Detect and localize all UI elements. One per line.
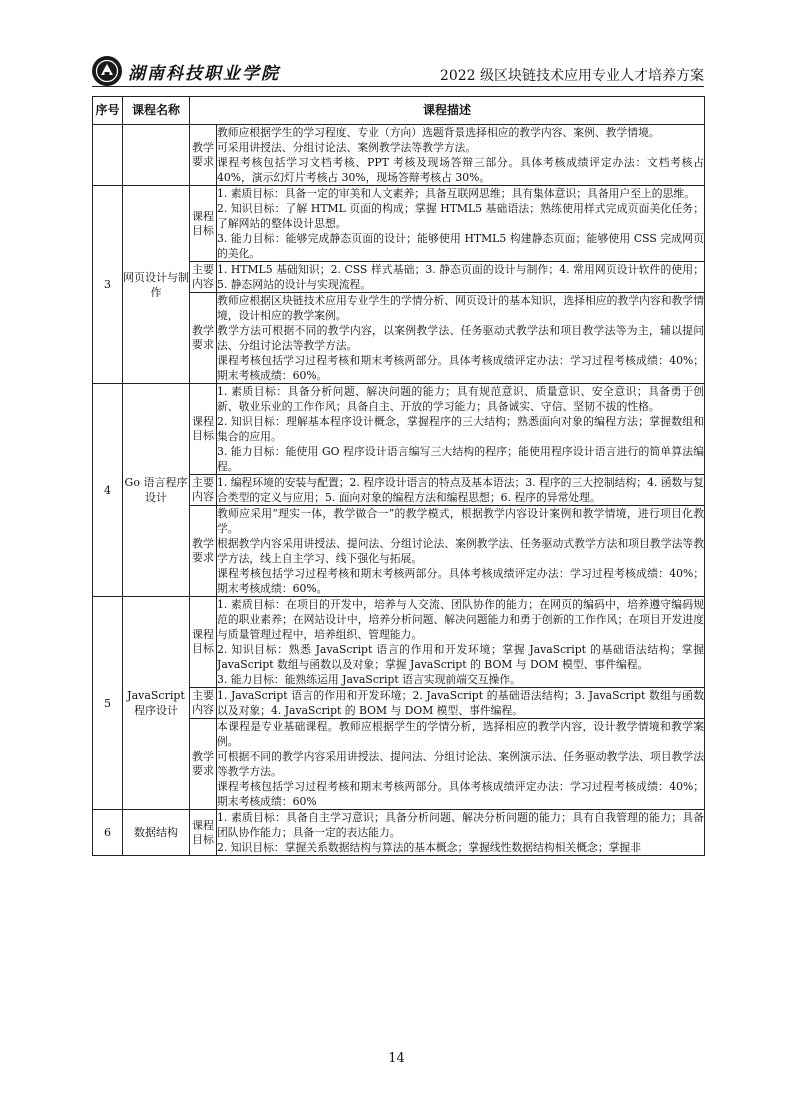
section-label: 课程目标 — [190, 384, 217, 475]
header-seq: 序号 — [93, 97, 123, 125]
desc-line: 1. 素质目标：具备一定的审美和人文素养；具备互联网思维；具有集体意识；具备用户至上的思维。 — [217, 187, 695, 200]
section-label: 课程目标 — [190, 810, 217, 856]
table-row — [93, 384, 705, 475]
course-num: 3 — [93, 186, 123, 384]
section-desc — [217, 719, 705, 810]
page-number: 14 — [388, 1051, 405, 1066]
header-divider — [92, 86, 704, 87]
desc-line: 课程考核包括学习过程考核和期末考核两部分。具体考核成绩评定办法：学习过程考核成绩：40%；期末考核成绩：60%。 — [217, 354, 705, 382]
desc-line: 课程考核包括学习文档考核、PPT 考核及现场答辩三部分。具体考核成绩评定办法：文档考核占 40%，演示幻灯片考核占 30%，现场答辩考核占 30%。 — [217, 156, 705, 184]
course-num: 4 — [93, 384, 123, 597]
section-label: 教学要求 — [190, 293, 217, 384]
course-name: JavaScript 程序设计 — [123, 597, 190, 810]
desc-line: 1. JavaScript 语言的作用和开发环境；2. JavaScript 的基础语法结构；3. JavaScript 数组与函数以及对象；4. JavaScript 的 BOM 与 DOM 模型、事件编程。 — [217, 689, 705, 717]
school-logo — [92, 56, 280, 86]
section-label: 课程目标 — [190, 186, 217, 262]
document-title: 2022 级区块链技术应用专业人才培养方案 — [439, 68, 704, 84]
desc-line: 可根据不同的教学内容采用讲授法、提问法、分组讨论法、案例演示法、任务驱动教学法、项目教学法等教学方法。 — [217, 750, 705, 778]
desc-line: 1. HTML5 基础知识；2. CSS 样式基础；3. 静态页面的设计与制作；4. 常用网页设计软件的使用；5. 静态网站的设计与实现流程。 — [217, 263, 705, 291]
desc-line: 教师应根据学生的学习程度、专业（方向）选题背景选择相应的教学内容、案例、教学情境。 — [217, 126, 660, 139]
desc-line: 本课程是专业基础课程。教师应根据学生的学情分析，选择相应的教学内容，设计教学情境和教学案例。 — [217, 720, 705, 748]
section-label: 课程目标 — [190, 597, 217, 688]
course-table — [92, 96, 705, 856]
section-label: 教学要求 — [190, 125, 217, 186]
table-row — [93, 125, 705, 186]
section-desc — [217, 688, 705, 719]
table-row — [93, 597, 705, 688]
section-label: 主要内容 — [190, 475, 217, 506]
section-desc — [217, 384, 705, 475]
section-desc — [217, 810, 705, 856]
desc-line: 1. 素质目标：具备自主学习意识；具备分析问题、解决分析问题的能力；具有自我管理的能力；具备团队协作能力；具备一定的表达能力。 — [217, 811, 705, 839]
desc-line: 教师应根据区块链技术应用专业学生的学情分析、网页设计的基本知识，选择相应的教学内容和教学情境，设计相应的教学案例。 — [217, 294, 705, 322]
desc-line: 3. 能力目标：能熟练运用 JavaScript 语言实现前端交互操作。 — [217, 673, 521, 686]
header-course-desc: 课程描述 — [190, 97, 705, 125]
section-desc — [217, 506, 705, 597]
desc-line: 1. 素质目标：在项目的开发中，培养与人交流、团队协作的能力；在网页的编码中，培养遵守编码规范的职业素养；在网站设计中，培养分析问题、解决问题能力和勇于创新的工作作风；在项目开发进度与质量管理过程中，培养组织、管理能力。 — [217, 598, 705, 641]
section-desc — [217, 262, 705, 293]
desc-line: 1. 素质目标：具备分析问题、解决问题的能力；具有规范意识、质量意识、安全意识；具备勇于创新、敬业乐业的工作作风；具备自主、开放的学习能力；具备诚实、守信、坚韧不拔的性格。 — [217, 385, 705, 413]
section-label: 主要内容 — [190, 688, 217, 719]
desc-line: 2. 知识目标：了解 HTML 页面的构成；掌握 HTML5 基础语法；熟练使用样式完成页面美化任务；了解网站的整体设计思想。 — [217, 202, 705, 230]
desc-line: 可采用讲授法、分组讨论法、案例教学法等教学方法。 — [217, 141, 477, 154]
section-desc — [217, 597, 705, 688]
course-name: Go 语言程序设计 — [123, 384, 190, 597]
desc-line: 1. 编程环境的安装与配置；2. 程序设计语言的特点及基本语法；3. 程序的三大控制结构；4. 函数与复合类型的定义与应用；5. 面向对象的编程方法和编程思想；6. 程序的异常处理。 — [217, 476, 705, 504]
section-desc — [217, 293, 705, 384]
desc-line: 3. 能力目标：能够完成静态页面的设计；能够使用 HTML5 构建静态页面；能够使用 CSS 完成网页的美化。 — [217, 232, 705, 260]
school-emblem-icon — [92, 56, 122, 86]
course-name: 网页设计与制作 — [123, 186, 190, 384]
section-label: 主要内容 — [190, 262, 217, 293]
school-name: 湖南科技职业学院 — [128, 63, 280, 84]
desc-line: 根据教学内容采用讲授法、提问法、分组讨论法、案例教学法、任务驱动式教学方法和项目教学法等教学方法，线上自主学习、线下强化与拓展。 — [217, 537, 705, 565]
course-name: 数据结构 — [123, 810, 190, 856]
table-row — [93, 810, 705, 856]
section-label: 教学要求 — [190, 506, 217, 597]
header-course-name: 课程名称 — [123, 97, 190, 125]
desc-line: 2. 知识目标：理解基本程序设计概念，掌握程序的三大结构；熟悉面向对象的编程方法；掌握数组和集合的应用。 — [217, 415, 705, 443]
page-header — [92, 52, 704, 96]
desc-line: 2. 知识目标：掌握关系数据结构与算法的基本概念；掌握线性数据结构相关概念；掌握非 — [217, 841, 642, 854]
course-name — [123, 125, 190, 186]
desc-line: 3. 能力目标：能使用 GO 程序设计语言编写三大结构的程序；能使用程序设计语言进行的简单算法编程。 — [217, 445, 705, 473]
course-num: 6 — [93, 810, 123, 856]
table-header-row — [93, 97, 705, 125]
section-label: 教学要求 — [190, 719, 217, 810]
table-row — [93, 186, 705, 262]
section-desc — [217, 475, 705, 506]
desc-line: 课程考核包括学习过程考核和期末考核两部分。具体考核成绩评定办法：学习过程考核成绩：40%；期末考核成绩：60%。 — [217, 567, 705, 595]
section-desc — [217, 186, 705, 262]
desc-line: 2. 知识目标：熟悉 JavaScript 语言的作用和开发环境；掌握 JavaScript 的基础语法结构；掌握 JavaScript 数组与函数以及对象；掌握 JavaScript 的 BOM 与 DOM 模型、事件编程。 — [217, 643, 705, 671]
desc-line: 课程考核包括学习过程考核和期末考核两部分。具体考核成绩评定办法：学习过程考核成绩：40%；期末考核成绩：60% — [217, 780, 705, 808]
section-desc — [217, 125, 705, 186]
desc-line: 教学方法可根据不同的教学内容，以案例教学法、任务驱动式教学法和项目教学法等为主，辅以提问法、分组讨论法等教学方法。 — [217, 324, 705, 352]
course-num — [93, 125, 123, 186]
desc-line: 教师应采用“理实一体，教学做合一”的教学模式，根据教学内容设计案例和教学情境，进行项目化教学。 — [217, 507, 705, 535]
course-num: 5 — [93, 597, 123, 810]
